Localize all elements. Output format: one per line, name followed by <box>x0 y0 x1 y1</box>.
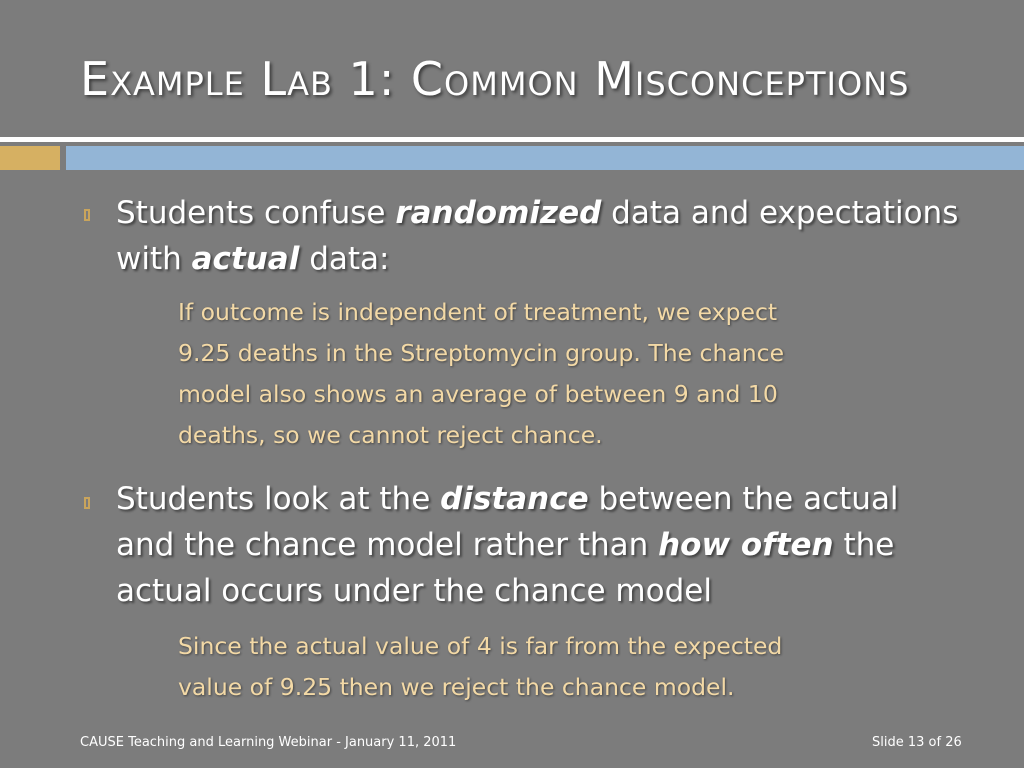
bullet-2-line-2: and the chance model rather than how often the <box>116 527 895 563</box>
bullet-2-subtext <box>178 626 898 708</box>
bullet-2-line-3: actual occurs under the chance model <box>116 573 712 609</box>
bullet-2 <box>116 476 976 614</box>
sub-line: Since the actual value of 4 is far from the expected <box>178 632 783 660</box>
bullet-icon <box>84 209 90 221</box>
sub-line: deaths, so we cannot reject chance. <box>178 421 603 449</box>
title-divider <box>0 137 1024 142</box>
bullet-1-line-2: with actual data: <box>116 241 390 277</box>
footer-webinar-info: CAUSE Teaching and Learning Webinar - January 11, 2011 <box>80 735 457 750</box>
emphasis-randomized: randomized <box>395 195 602 231</box>
sub-line: 9.25 deaths in the Streptomycin group. The chance <box>178 339 785 367</box>
sub-line: model also shows an average of between 9 and 10 <box>178 380 778 408</box>
emphasis-actual: actual <box>191 241 300 277</box>
sub-line: value of 9.25 then we reject the chance model. <box>178 673 735 701</box>
accent-bar-gold <box>0 146 60 170</box>
slide-title: Example Lab 1: Common Misconceptions <box>80 52 910 106</box>
emphasis-how-often: how often <box>658 527 834 563</box>
bullet-1 <box>116 190 976 282</box>
accent-bar-blue <box>66 146 1024 170</box>
bullet-icon <box>84 497 90 509</box>
sub-line: If outcome is independent of treatment, we expect <box>178 298 778 326</box>
slide-number: Slide 13 of 26 <box>872 735 962 750</box>
emphasis-distance: distance <box>440 481 589 517</box>
bullet-1-subtext <box>178 292 898 456</box>
bullet-2-line-1: Students look at the distance between the actual <box>116 481 899 517</box>
bullet-1-line-1: Students confuse randomized data and expectations <box>116 195 959 231</box>
